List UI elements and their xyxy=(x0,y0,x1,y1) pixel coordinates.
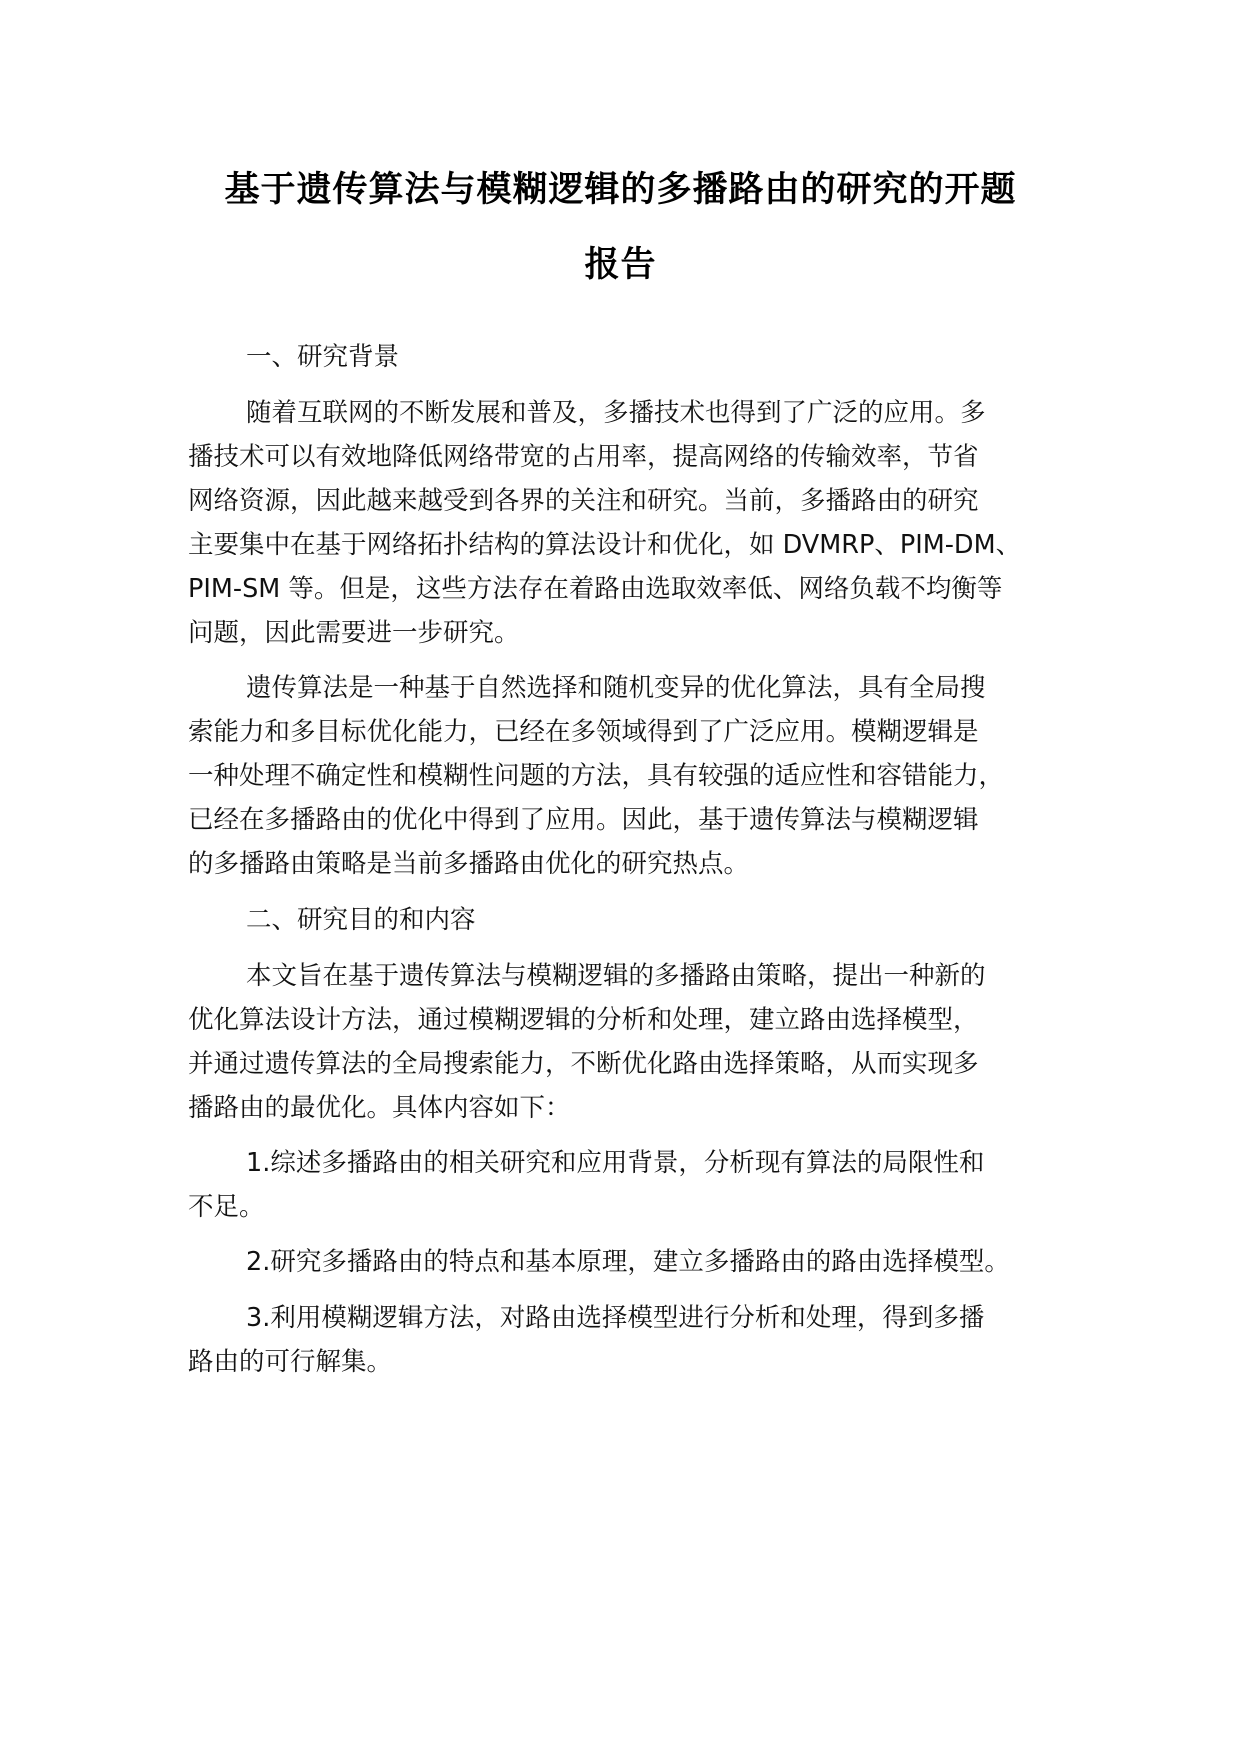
paragraph-line: 主要集中在基于网络拓扑结构的算法设计和优化，如 DVMRP、PIM-DM、 xyxy=(188,530,1022,560)
paragraph-line: 已经在多播路由的优化中得到了应用。因此，基于遗传算法与模糊逻辑 xyxy=(188,805,979,835)
paragraph-line: 网络资源，因此越来越受到各界的关注和研究。当前，多播路由的研究 xyxy=(188,486,979,516)
document-title-line-2: 报告 xyxy=(584,245,657,285)
paragraph-line: 一种处理不确定性和模糊性问题的方法，具有较强的适应性和容错能力， xyxy=(188,761,1005,791)
list-item-line: 2.研究多播路由的特点和基本原理，建立多播路由的路由选择模型。 xyxy=(246,1247,1010,1277)
paragraph-line: 播技术可以有效地降低网络带宽的占用率，提高网络的传输效率，节省 xyxy=(188,442,979,472)
paragraph-line: 本文旨在基于遗传算法与模糊逻辑的多播路由策略，提出一种新的 xyxy=(246,961,986,991)
paragraph-line: 随着互联网的不断发展和普及，多播技术也得到了广泛的应用。多 xyxy=(246,398,986,428)
list-item-line: 1.综述多播路由的相关研究和应用背景，分析现有算法的局限性和 xyxy=(246,1148,985,1178)
paragraph-line: 问题，因此需要进一步研究。 xyxy=(188,618,520,648)
list-item-line: 3.利用模糊逻辑方法，对路由选择模型进行分析和处理，得到多播 xyxy=(246,1303,985,1333)
document-title-line-1: 基于遗传算法与模糊逻辑的多播路由的研究的开题 xyxy=(224,170,1017,210)
paragraph-line: 并通过遗传算法的全局搜索能力，不断优化路由选择策略，从而实现多 xyxy=(188,1049,979,1079)
paragraph-line: 索能力和多目标优化能力，已经在多领域得到了广泛应用。模糊逻辑是 xyxy=(188,717,979,747)
list-item-line: 不足。 xyxy=(188,1192,265,1222)
paragraph-line: 优化算法设计方法，通过模糊逻辑的分析和处理，建立路由选择模型， xyxy=(188,1005,979,1035)
paragraph-line: PIM-SM 等。但是，这些方法存在着路由选取效率低、网络负载不均衡等 xyxy=(188,574,1003,604)
section-heading-background: 一、研究背景 xyxy=(246,342,400,372)
paragraph-line: 的多播路由策略是当前多播路由优化的研究热点。 xyxy=(188,849,750,879)
section-heading-purpose: 二、研究目的和内容 xyxy=(246,905,476,935)
list-item-line: 路由的可行解集。 xyxy=(188,1347,393,1377)
paragraph-line: 遗传算法是一种基于自然选择和随机变异的优化算法，具有全局搜 xyxy=(246,673,986,703)
paragraph-line: 播路由的最优化。具体内容如下： xyxy=(188,1093,571,1123)
